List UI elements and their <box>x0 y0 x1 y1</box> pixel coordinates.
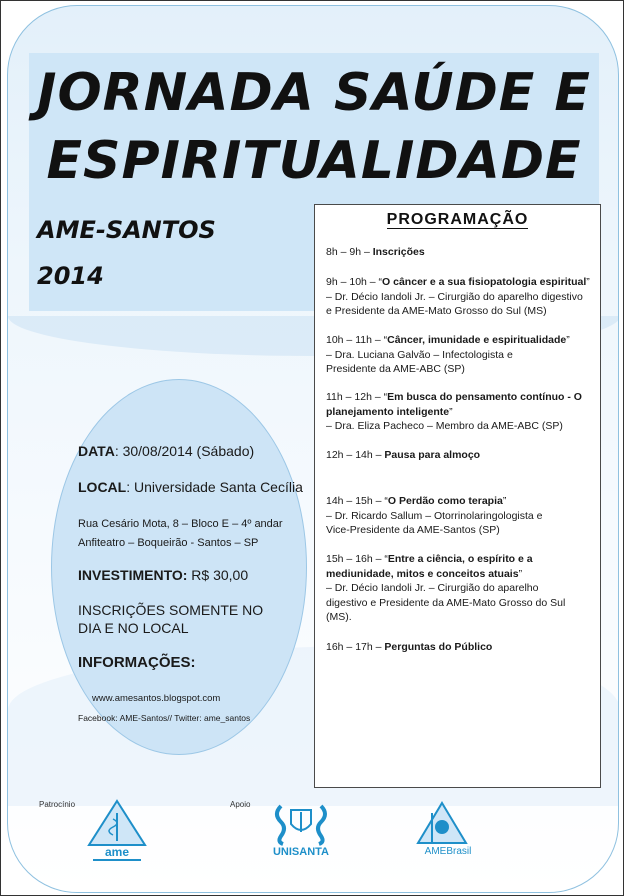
schedule-item-heading <box>326 448 596 463</box>
schedule-item-heading <box>326 494 596 509</box>
schedule-time: 10h – 11h – “ <box>326 334 388 346</box>
event-year: 2014 <box>37 262 104 290</box>
ame-santos-logo <box>87 799 147 863</box>
schedule-time: 11h – 12h – “ <box>326 391 388 403</box>
schedule-talk-title: Câncer, imunidade e espiritualidade <box>387 334 567 346</box>
schedule-quote: ” <box>566 334 570 346</box>
org-name: AME-SANTOS <box>37 216 216 244</box>
registration-line: INSCRIÇÕES SOMENTE NO <box>78 602 264 618</box>
schedule-speaker-line: – Dr. Décio Iandoli Jr. – Cirurgião do aparelho digestivo <box>326 290 583 303</box>
schedule-item-heading <box>326 552 596 581</box>
schedule-item-heading <box>326 275 596 290</box>
schedule-speaker-line: Presidente da AME-ABC (SP) <box>326 363 465 375</box>
location-label: LOCAL <box>78 479 127 495</box>
schedule-item-heading <box>326 390 596 419</box>
schedule-quote: ” <box>449 405 453 418</box>
schedule-talk-title: O Perdão como terapia <box>387 495 503 507</box>
schedule-quote: ” <box>586 276 590 288</box>
date-label: DATA <box>78 443 115 459</box>
info-heading: INFORMAÇÕES: <box>78 654 196 671</box>
registration-line: DIA E NO LOCAL <box>78 620 189 636</box>
event-price <box>78 567 248 583</box>
title-line-1: JORNADA SAÚDE E <box>37 63 591 123</box>
location-value: : Universidade Santa Cecília <box>126 479 303 495</box>
schedule-talk-title: O câncer e a sua fisiopatologia espiritual <box>382 276 587 288</box>
schedule-item <box>326 640 596 655</box>
schedule-speaker-line: (MS). <box>326 611 352 623</box>
date-value: : 30/08/2014 (Sábado) <box>114 443 255 459</box>
schedule-talk-title: Em busca do pensamento contínuo - O <box>387 391 582 403</box>
schedule-speaker-line: – Dra. Eliza Pacheco – Membro da AME-ABC (SP) <box>326 420 563 432</box>
schedule-time: 12h – 14h – <box>326 449 385 461</box>
address-line: Rua Cesário Mota, 8 – Bloco E – 4º andar <box>78 518 283 530</box>
schedule-item <box>326 552 596 625</box>
registration-note <box>78 601 278 637</box>
event-date <box>78 443 254 459</box>
schedule-talk-title: mediunidade, mitos e conceitos atuais <box>326 567 519 580</box>
schedule-speaker-line: – Dr. Décio Iandoli Jr. – Cirurgião do aparelho <box>326 582 539 594</box>
schedule-item-heading <box>326 333 596 348</box>
schedule-item <box>326 275 596 319</box>
schedule-talk-title: Perguntas do Público <box>384 641 493 653</box>
title-line-2: ESPIRITUALIDADE <box>46 131 582 191</box>
schedule-time: 14h – 15h – “ <box>326 495 388 507</box>
schedule-speaker-line: – Dr. Ricardo Sallum – Otorrinolaringologista e <box>326 509 543 522</box>
schedule-item <box>326 245 596 260</box>
schedule-time: 9h – 10h – “ <box>326 276 383 288</box>
schedule-speaker-line: e Presidente da AME-Mato Grosso do Sul (MS) <box>326 305 547 317</box>
schedule-time: 15h – 16h – “ <box>326 553 388 565</box>
schedule-talk-title: Entre a ciência, o espírito e a <box>387 553 533 565</box>
schedule-heading: PROGRAMAÇÃO <box>386 211 529 228</box>
price-value: R$ 30,00 <box>187 567 249 583</box>
schedule-speaker-line: – Dra. Luciana Galvão – Infectologista e <box>326 348 513 361</box>
ame-brasil-logo-text: AMEBrasil <box>424 846 472 857</box>
website-link[interactable]: www.amesantos.blogspot.com <box>92 693 221 704</box>
ame-brasil-logo <box>414 799 474 859</box>
ame-logo-text: ame <box>104 845 130 859</box>
schedule-talk-title: Pausa para almoço <box>384 449 481 461</box>
schedule-quote: ” <box>502 495 507 507</box>
schedule-time: 16h – 17h – <box>326 641 385 653</box>
schedule-item-heading <box>326 245 596 260</box>
event-address <box>78 515 283 553</box>
schedule-item-heading <box>326 640 596 655</box>
event-subtitle <box>37 207 216 299</box>
schedule-item <box>326 390 596 434</box>
schedule-speaker-line: Vice-Presidente da AME-Santos (SP) <box>326 524 500 536</box>
unisanta-logo <box>269 802 333 858</box>
address-line: Anfiteatro – Boqueirão - Santos – SP <box>78 537 259 549</box>
social-links: Facebook: AME-Santos// Twitter: ame_santos <box>78 713 251 723</box>
unisanta-logo-text: UNISANTA <box>272 846 330 858</box>
schedule-talk-title: planejamento inteligente <box>326 405 450 418</box>
support-label: Apoio <box>230 800 251 809</box>
schedule-item <box>326 494 596 538</box>
price-label: INVESTIMENTO: <box>78 567 188 583</box>
schedule-item <box>326 333 596 377</box>
schedule-time: 8h – 9h – <box>326 246 373 258</box>
event-location <box>78 479 303 495</box>
schedule-speaker-line: digestivo e Presidente da AME-Mato Grosso do Sul <box>326 596 566 609</box>
poster-title <box>29 59 599 195</box>
schedule-item <box>326 448 596 463</box>
schedule-quote: ” <box>518 567 523 580</box>
schedule-box <box>314 204 601 788</box>
schedule-talk-title: Inscrições <box>372 246 425 258</box>
sponsor-label: Patrocínio <box>39 800 76 809</box>
